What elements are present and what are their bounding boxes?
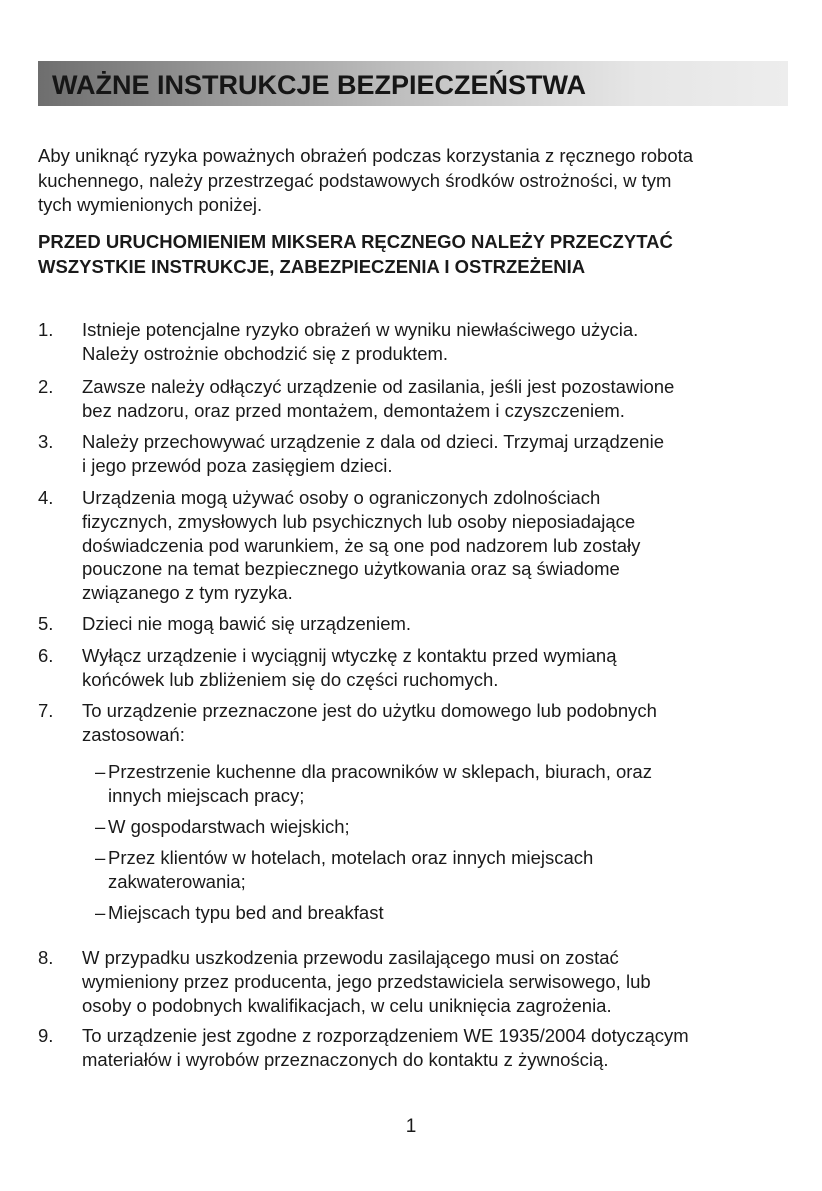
item-line: doświadczenia pod warunkiem, że są one pod nadzorem lub zostały	[82, 534, 641, 556]
warning-line: WSZYSTKIE INSTRUKCJE, ZABEZPIECZENIA I OSTRZEŻENIA	[38, 255, 586, 277]
item-text	[82, 946, 787, 1017]
sub-item-text	[108, 846, 788, 894]
item-line: Urządzenia mogą używać osoby o ograniczonych zdolnościach	[82, 487, 601, 508]
dash-bullet: –	[95, 761, 106, 782]
item-line: i jego przewód poza zasięgiem dzieci.	[82, 454, 393, 476]
item-text	[82, 612, 787, 636]
item-number: 9.	[38, 1025, 54, 1046]
item-line: Wyłącz urządzenie i wyciągnij wtyczkę z kontaktu przed wymianą	[82, 645, 617, 666]
sub-item-line: Przez klientów w hotelach, motelach oraz innych miejscach	[108, 847, 594, 868]
item-text	[82, 486, 787, 605]
item-text	[82, 430, 787, 478]
section-title-bar	[38, 61, 788, 106]
item-line: Należy przechowywać urządzenie z dala od dzieci. Trzymaj urządzenie	[82, 431, 664, 452]
item-number: 7.	[38, 700, 54, 721]
item-number: 3.	[38, 431, 54, 452]
page-number: 1	[405, 1116, 417, 1137]
item-line: osoby o podobnych kwalifikacjach, w celu uniknięcia zagrożenia.	[82, 994, 612, 1016]
item-text	[82, 1024, 787, 1072]
item-line: wymieniony przez producenta, jego przedstawiciela serwisowego, lub	[82, 970, 651, 992]
item-line: To urządzenie przeznaczone jest do użytku domowego lub podobnych	[82, 700, 657, 721]
item-line: W przypadku uszkodzenia przewodu zasilającego musi on zostać	[82, 947, 619, 968]
dash-bullet: –	[95, 902, 106, 923]
warning-line: PRZED URUCHOMIENIEM MIKSERA RĘCZNEGO NALEŻY PRZECZYTAĆ	[38, 231, 673, 252]
sub-item-line: Przestrzenie kuchenne dla pracowników w sklepach, biurach, oraz	[108, 761, 652, 782]
item-line: materiałów i wyrobów przeznaczonych do kontaktu z żywnością.	[82, 1048, 609, 1070]
item-text	[82, 375, 787, 423]
warning-heading	[38, 230, 790, 279]
sub-item-line: zakwaterowania;	[108, 871, 246, 892]
item-line: bez nadzoru, oraz przed montażem, demontażem i czyszczeniem.	[82, 399, 625, 421]
item-text	[82, 699, 787, 747]
item-line: To urządzenie jest zgodne z rozporządzeniem WE 1935/2004 dotyczącym	[82, 1025, 689, 1046]
item-line: końcówek lub zbliżeniem się do części ruchomych.	[82, 668, 499, 690]
item-line: Należy ostrożnie obchodzić się z produktem.	[82, 342, 449, 364]
sub-item-line: Miejscach typu bed and breakfast	[108, 902, 384, 923]
item-number: 2.	[38, 376, 54, 397]
intro-line: kuchennego, należy przestrzegać podstawowych środków ostrożności, w tym	[38, 169, 672, 191]
dash-bullet: –	[95, 816, 106, 837]
sub-item-line: W gospodarstwach wiejskich;	[108, 816, 350, 837]
sub-item-text	[108, 901, 788, 925]
item-line: Zawsze należy odłączyć urządzenie od zasilania, jeśli jest pozostawione	[82, 376, 675, 397]
item-number: 1.	[38, 319, 54, 340]
item-line: Istnieje potencjalne ryzyko obrażeń w wyniku niewłaściwego użycia.	[82, 319, 639, 340]
item-number: 4.	[38, 487, 54, 508]
item-line: zastosowań:	[82, 723, 185, 745]
item-line: związanego z tym ryzyka.	[82, 582, 293, 604]
item-line: Dzieci nie mogą bawić się urządzeniem.	[82, 613, 412, 634]
item-text	[82, 644, 787, 692]
item-text	[82, 318, 787, 366]
intro-line: Aby uniknąć ryzyka poważnych obrażeń podczas korzystania z ręcznego robota	[38, 145, 694, 166]
intro-paragraph	[38, 144, 790, 218]
dash-bullet: –	[95, 847, 106, 868]
sub-item-text	[108, 760, 788, 808]
intro-line: tych wymienionych poniżej.	[38, 194, 263, 215]
item-line: fizycznych, zmysłowych lub psychicznych lub osoby nieposiadające	[82, 510, 636, 532]
item-number: 6.	[38, 645, 54, 666]
item-number: 8.	[38, 947, 54, 968]
item-number: 5.	[38, 613, 54, 634]
item-line: pouczone na temat bezpiecznego użytkowania oraz są świadome	[82, 558, 620, 580]
sub-item-text	[108, 815, 788, 839]
page-title: WAŻNE INSTRUKCJE BEZPIECZEŃSTWA	[52, 70, 587, 100]
sub-item-line: innych miejscach pracy;	[108, 785, 305, 806]
